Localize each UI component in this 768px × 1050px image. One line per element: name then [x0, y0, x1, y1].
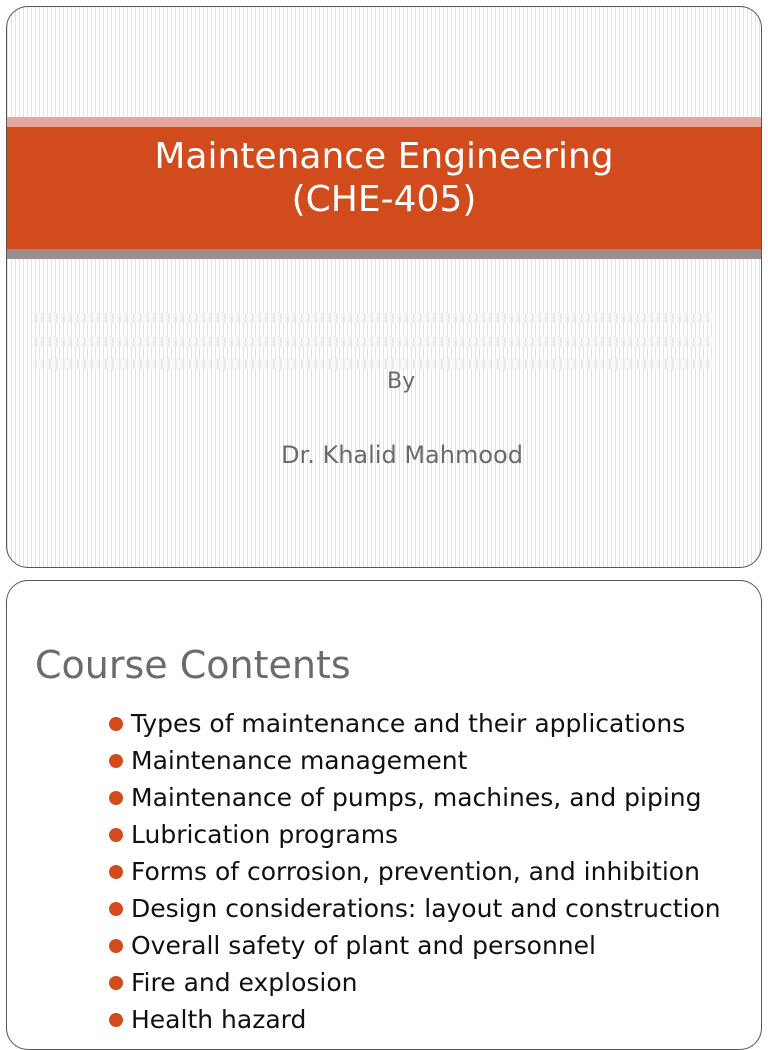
- list-item: [109, 705, 721, 742]
- list-item: [109, 927, 721, 964]
- by-label: By: [387, 369, 416, 394]
- slide-title-line1: Maintenance Engineering: [154, 136, 614, 177]
- bullet-dot-icon: [109, 791, 123, 805]
- bullet-dot-icon: [109, 828, 123, 842]
- scan-noise-band: [33, 313, 713, 323]
- list-item-text: Lubrication programs: [131, 820, 399, 849]
- list-item: [109, 742, 721, 779]
- list-item: [109, 853, 721, 890]
- list-item: [109, 816, 721, 853]
- list-item: [109, 964, 721, 1001]
- scan-noise-band: [33, 359, 713, 369]
- title-slide: [6, 6, 762, 568]
- bullet-dot-icon: [109, 865, 123, 879]
- list-item-text: Types of maintenance and their applications: [131, 709, 686, 738]
- bullet-list: [109, 705, 721, 1038]
- bullet-dot-icon: [109, 717, 123, 731]
- bullet-dot-icon: [109, 754, 123, 768]
- slide-title-line2: (CHE-405): [291, 179, 477, 220]
- scan-noise-band: [33, 337, 713, 347]
- list-item-text: Design considerations: layout and construction: [131, 894, 721, 923]
- list-item: [109, 779, 721, 816]
- bullet-dot-icon: [109, 976, 123, 990]
- list-item-text: Fire and explosion: [131, 968, 358, 997]
- author-name: Dr. Khalid Mahmood: [281, 441, 523, 469]
- list-item-text: Maintenance management: [131, 746, 468, 775]
- title-band-bottom: [7, 249, 761, 259]
- list-item-text: Maintenance of pumps, machines, and piping: [131, 783, 702, 812]
- list-item-text: Health hazard: [131, 1005, 307, 1034]
- list-item-text: Overall safety of plant and personnel: [131, 931, 596, 960]
- title-band-top: [7, 117, 761, 127]
- slide-title: [7, 135, 761, 221]
- list-item: [109, 890, 721, 927]
- bullet-dot-icon: [109, 902, 123, 916]
- list-item: [109, 1001, 721, 1038]
- bullet-dot-icon: [109, 1013, 123, 1027]
- slide-heading: Course Contents: [35, 643, 351, 687]
- course-contents-slide: [6, 580, 762, 1050]
- list-item-text: Forms of corrosion, prevention, and inhibition: [131, 857, 700, 886]
- bullet-dot-icon: [109, 939, 123, 953]
